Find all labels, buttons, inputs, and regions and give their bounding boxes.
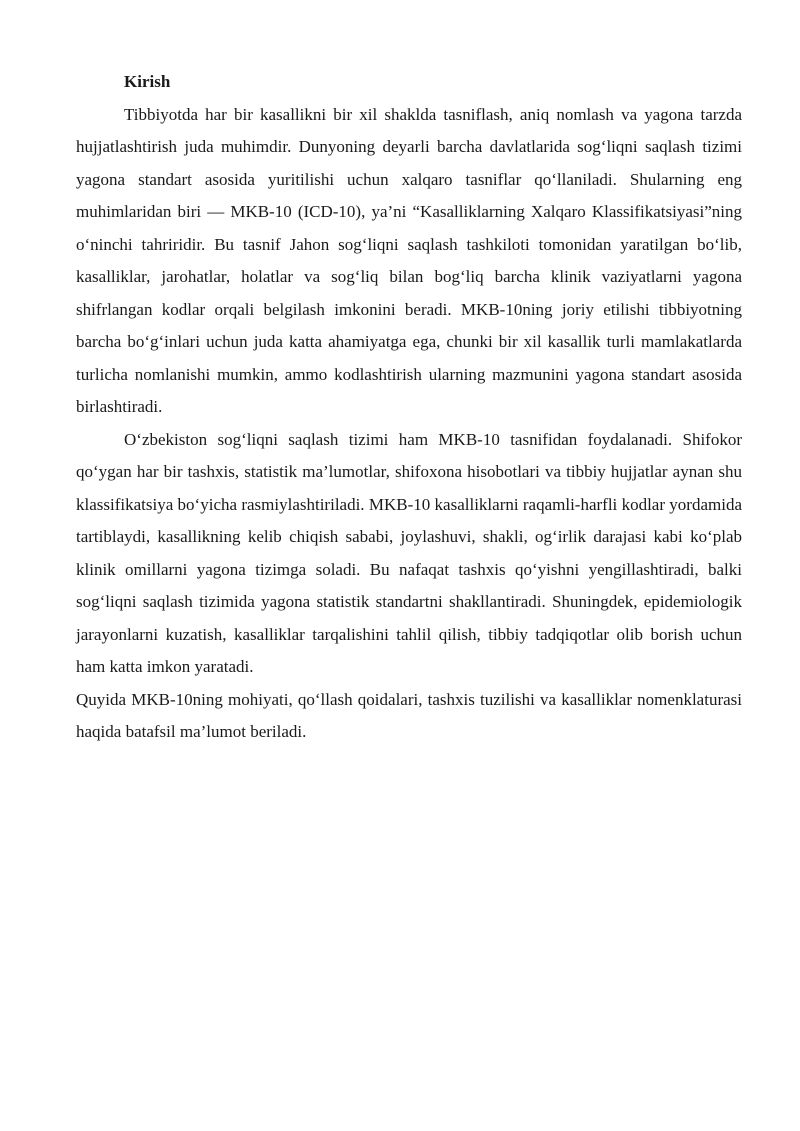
document-page [76, 66, 742, 749]
paragraph-intro: Tibbiyotda har bir kasallikni bir xil shaklda tasniflash, aniq nomlash va yagona tarzda hujjatlashtirish juda muhimdir. Dunyoning deyarli barcha davlatlarida sog‘liqni saqlash tizimi yagona standart asosida yuritilishi uchun xalqaro tasniflar qo‘llaniladi. Shularning eng muhimlaridan biri — MKB-10 (ICD-10), ya’ni “Kasalliklarning Xalqaro Klassifikatsiyasi”ning o‘ninchi tahriridir. Bu tasnif Jahon sog‘liqni saqlash tashkiloti tomonidan yaratilgan bo‘lib, kasalliklar, jarohatlar, holatlar va sog‘liq bilan bog‘liq barcha klinik vaziyatlarni yagona shifrlangan kodlar orqali belgilash imkonini beradi. MKB-10ning joriy etilishi tibbiyotning barcha bo‘g‘inlari uchun juda katta ahamiyatga ega, chunki bir xil kasallik turli mamlakatlarda turlicha nomlanishi mumkin, ammo kodlashtirish ularning mazmunini yagona standart asosida birlashtiradi. [76, 104, 742, 416]
section-heading: Kirish [124, 72, 171, 91]
paragraph-uzbekistan: O‘zbekiston sog‘liqni saqlash tizimi ham MKB-10 tasnifidan foydalanadi. Shifokor qo‘ygan har bir tashxis, statistik ma’lumotlar, shifoxona hisobotlari va tibbiy hujjatlar aynan shu klassifikatsiya bo‘yicha rasmiylashtiriladi. MKB-10 kasalliklarni raqamli-harfli kodlar yordamida tartiblaydi, kasallikning kelib chiqish sababi, joylashuvi, shakli, og‘irlik darajasi kabi ko‘plab klinik omillarni yagona tizimga soladi. Bu nafaqat tashxis qo‘yishni yengillashtiradi, balki sog‘liqni saqlash tizimida yagona statistik standartni shakllantiradi. Shuningdek, epidemiologik jarayonlarni kuzatish, kasalliklar tarqalishini tahlil qilish, tibbiy tadqiqotlar olib borish uchun ham katta imkon yaratadi. [76, 429, 742, 676]
paragraph-summary: Quyida MKB-10ning mohiyati, qo‘llash qoidalari, tashxis tuzilishi va kasalliklar nomenklaturasi haqida batafsil ma’lumot beriladi. [76, 689, 742, 741]
